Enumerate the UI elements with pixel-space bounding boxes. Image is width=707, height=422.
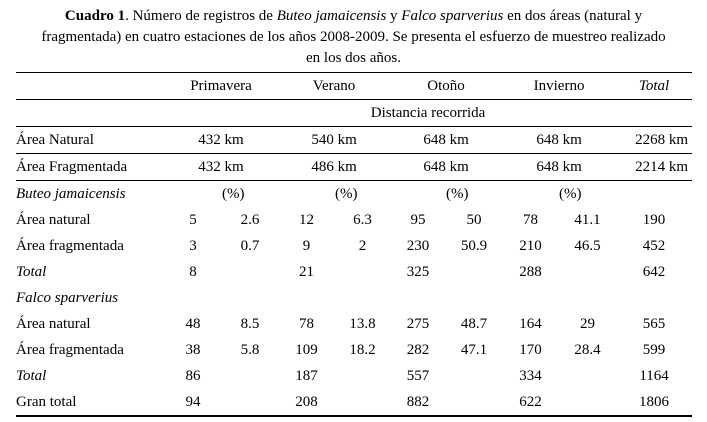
empty-cell <box>335 389 390 416</box>
data-table <box>16 72 692 417</box>
empty-cell <box>222 259 278 285</box>
empty-cell <box>559 389 616 416</box>
row-label: Total <box>16 368 47 384</box>
row-label: Área natural <box>16 212 91 228</box>
pct-header: (%) <box>446 186 469 202</box>
distance-header-row <box>16 100 692 127</box>
header-row <box>16 73 692 100</box>
species-title: Falco sparverius <box>16 290 119 306</box>
empty-cell <box>164 285 692 311</box>
cell: 48.7 <box>460 316 488 332</box>
cell: 164 <box>519 316 542 332</box>
cell: 48 <box>185 316 201 332</box>
row-label: Área Natural <box>16 127 164 154</box>
cell: 78 <box>523 212 539 228</box>
pct-header: (%) <box>222 186 245 202</box>
empty-cell <box>559 363 616 389</box>
cell: 94 <box>164 389 222 416</box>
empty-cell <box>446 363 502 389</box>
cell: 41.1 <box>574 212 601 228</box>
cell: 622 <box>502 389 559 416</box>
cell: 13.8 <box>349 316 376 332</box>
cell: 275 <box>406 316 430 332</box>
cell: 230 <box>406 238 430 254</box>
distance-row-natural <box>16 127 692 154</box>
header-otono: Otoño <box>390 73 502 100</box>
cell: 208 <box>278 389 335 416</box>
cell: 95 <box>410 212 426 228</box>
row-label: Gran total <box>16 389 164 416</box>
cell: 86 <box>185 368 201 384</box>
buteo-total-row <box>16 259 692 285</box>
cell: 18.2 <box>349 342 376 358</box>
caption-species-1: Buteo jamaicensis <box>276 8 387 24</box>
cell: 648 km <box>502 127 616 154</box>
cell: 9 <box>302 238 311 254</box>
caption-text-1: . Número de registros de <box>125 8 277 24</box>
distance-header: Distancia recorrida <box>164 100 692 127</box>
header-total: Total <box>616 73 692 100</box>
cell: 8.5 <box>240 316 260 332</box>
caption-label: Cuadro 1 <box>64 8 126 24</box>
cell: 540 km <box>278 127 390 154</box>
cell: 38 <box>185 342 201 358</box>
cell: 0.7 <box>240 238 260 254</box>
cell: 28.4 <box>574 342 601 358</box>
cell: 648 km <box>502 154 616 181</box>
cell-total: 452 <box>642 238 666 254</box>
row-label: Área natural <box>16 316 91 332</box>
empty-cell <box>164 181 222 208</box>
cell-total: 565 <box>642 316 666 332</box>
falco-row-natural <box>16 311 692 337</box>
distance-row-fragmentada <box>16 154 692 181</box>
caption-species-2: Falco sparverius <box>401 8 504 24</box>
cell: 50.9 <box>460 238 488 254</box>
empty-cell <box>335 259 390 285</box>
empty-cell <box>278 181 335 208</box>
buteo-row-fragmentada <box>16 233 692 259</box>
cell: 2 <box>358 238 367 254</box>
cell: 21 <box>299 264 315 280</box>
table-caption <box>0 6 707 69</box>
empty-cell <box>616 181 692 208</box>
row-label: Total <box>16 264 47 280</box>
cell: 6.3 <box>353 212 372 228</box>
empty-cell <box>390 181 446 208</box>
cell: 288 <box>519 264 542 280</box>
cell: 5.8 <box>240 342 260 358</box>
cell: 78 <box>299 316 315 332</box>
cell: 210 <box>519 238 542 254</box>
buteo-title-row <box>16 181 692 208</box>
cell: 187 <box>295 368 318 384</box>
cell: 882 <box>390 389 446 416</box>
cell-total: 2214 km <box>616 154 692 181</box>
cell: 170 <box>519 342 542 358</box>
cell-total: 2268 km <box>616 127 692 154</box>
cell: 46.5 <box>574 238 601 254</box>
pct-header: (%) <box>335 186 358 202</box>
empty-cell <box>335 363 390 389</box>
grand-total-row <box>16 389 692 416</box>
cell: 557 <box>406 368 430 384</box>
empty-cell <box>559 259 616 285</box>
distance-empty <box>16 100 164 127</box>
header-verano: Verano <box>278 73 390 100</box>
cell: 648 km <box>390 154 502 181</box>
cell: 29 <box>580 316 596 332</box>
empty-cell <box>222 363 278 389</box>
cell: 282 <box>406 342 430 358</box>
cell: 5 <box>189 212 197 228</box>
cell: 432 km <box>164 127 278 154</box>
cell-total: 642 <box>642 264 666 280</box>
falco-total-row <box>16 363 692 389</box>
cell-total: 1164 <box>639 368 669 384</box>
falco-title-row <box>16 285 692 311</box>
buteo-row-natural <box>16 207 692 233</box>
cell: 334 <box>519 368 542 384</box>
pct-header: (%) <box>559 186 582 202</box>
row-label: Área fragmentada <box>16 238 124 254</box>
empty-cell <box>502 181 559 208</box>
caption-line-1 <box>0 6 707 27</box>
row-label: Área fragmentada <box>16 342 124 358</box>
empty-cell <box>222 389 278 416</box>
cell: 47.1 <box>460 342 488 358</box>
caption-text-2: y <box>386 8 402 24</box>
cell: 50 <box>466 212 482 228</box>
cell: 8 <box>189 264 197 280</box>
empty-cell <box>446 389 502 416</box>
cell: 109 <box>295 342 318 358</box>
cell-total: 190 <box>642 212 666 228</box>
header-primavera: Primavera <box>164 73 278 100</box>
header-empty <box>16 73 164 100</box>
cell: 432 km <box>164 154 278 181</box>
cell: 2.6 <box>240 212 260 228</box>
empty-cell <box>446 259 502 285</box>
cell-total: 599 <box>642 342 666 358</box>
cell: 325 <box>406 264 430 280</box>
species-title: Buteo jamaicensis <box>16 186 126 202</box>
caption-text-3: en dos áreas (natural y <box>503 8 643 24</box>
cell-total: 1806 <box>616 389 692 416</box>
cell: 12 <box>299 212 315 228</box>
caption-line-2: fragmentada) en cuatro estaciones de los años 2008-2009. Se presenta el esfuerzo de muestreo realizado <box>41 29 666 45</box>
cell: 486 km <box>278 154 390 181</box>
cell: 648 km <box>390 127 502 154</box>
row-label: Área Fragmentada <box>16 154 164 181</box>
falco-row-fragmentada <box>16 337 692 363</box>
cell: 3 <box>189 238 197 254</box>
caption-line-3: en los dos años. <box>306 50 401 66</box>
header-invierno: Invierno <box>502 73 616 100</box>
